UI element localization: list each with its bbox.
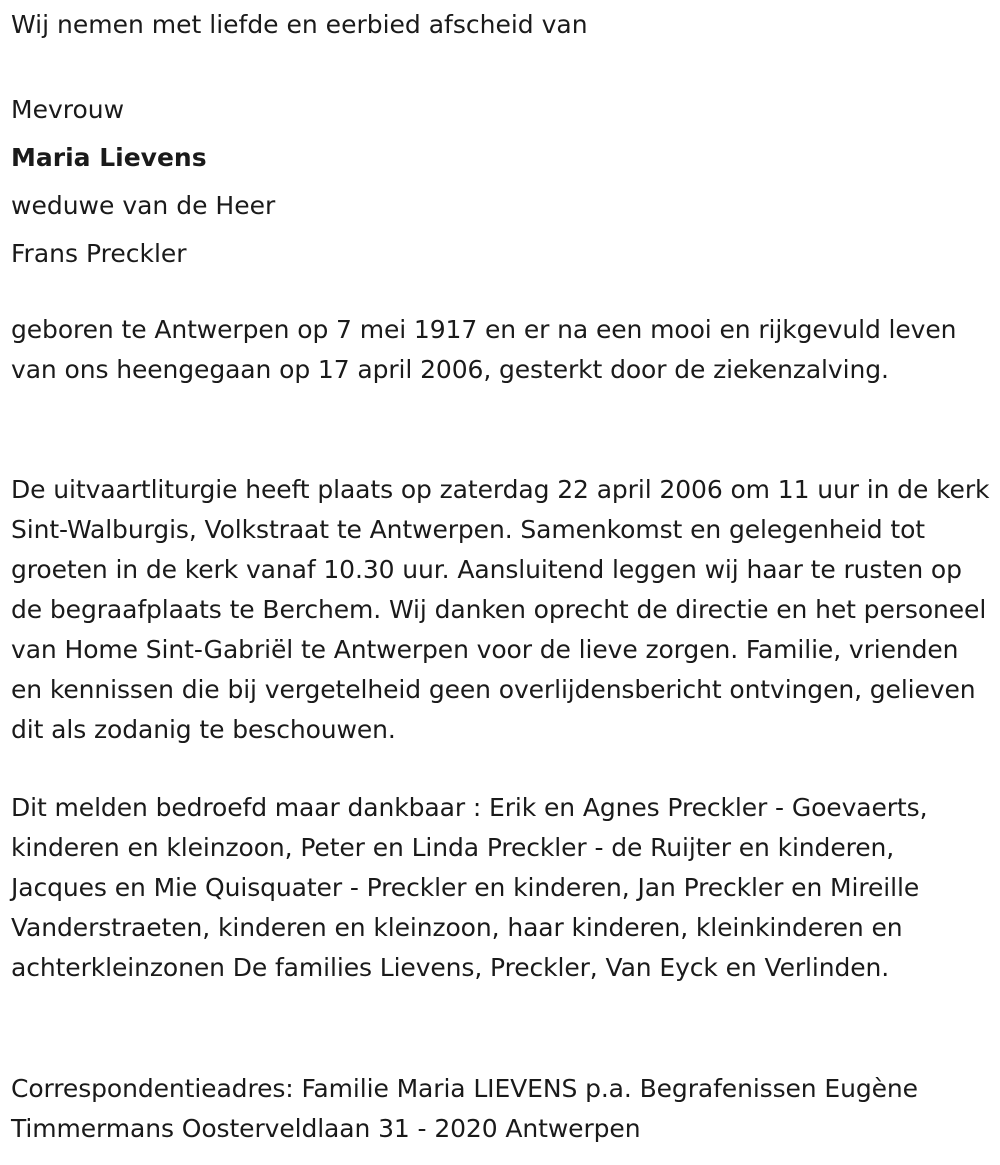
deceased-block bbox=[11, 86, 275, 278]
deceased-name: Maria Lievens bbox=[11, 143, 207, 172]
funeral-paragraph: De uitvaartliturgie heeft plaats op zaterdag 22 april 2006 om 11 uur in de kerk Sint-Walburgis, Volkstraat te Antwerpen. Samenkomst en gelegenheid tot groeten in de kerk vanaf 10.30 uur. Aansluitend leggen wij haar te rusten op de begraafplaats te Berchem. Wij danken oprecht de directie en het personeel van Home Sint-Gabriël te Antwerpen voor de lieve zorgen. Familie, vrienden en kennissen die bij vergetelheid geen overlijdensbericht ontvingen, gelieven dit als zodanig te beschouwen. bbox=[11, 475, 990, 744]
correspondence-paragraph: Correspondentieadres: Familie Maria LIEVENS p.a. Begrafenissen Eugène Timmermans Oosterveldlaan 31 - 2020 Antwerpen bbox=[11, 1074, 918, 1143]
intro-line: Wij nemen met liefde en eerbied afscheid van bbox=[11, 10, 588, 39]
relation-line: weduwe van de Heer bbox=[11, 191, 276, 220]
birth-death-paragraph: geboren te Antwerpen op 7 mei 1917 en er na een mooi en rijkgevuld leven van ons heengegaan op 17 april 2006, gesterkt door de ziekenzalving. bbox=[11, 315, 957, 384]
honorific: Mevrouw bbox=[11, 95, 125, 124]
family-paragraph: Dit melden bedroefd maar dankbaar : Erik en Agnes Preckler - Goevaerts, kinderen en kleinzoon, Peter en Linda Preckler - de Ruijter en kinderen, Jacques en Mie Quisquater - Preckler en kinderen, Jan Preckler en Mireille Vanderstraeten, kinderen en kleinzoon, haar kinderen, kleinkinderen en achterkleinzonen De families Lievens, Preckler, Van Eyck en Verlinden. bbox=[11, 793, 928, 982]
spouse-name: Frans Preckler bbox=[11, 239, 187, 268]
